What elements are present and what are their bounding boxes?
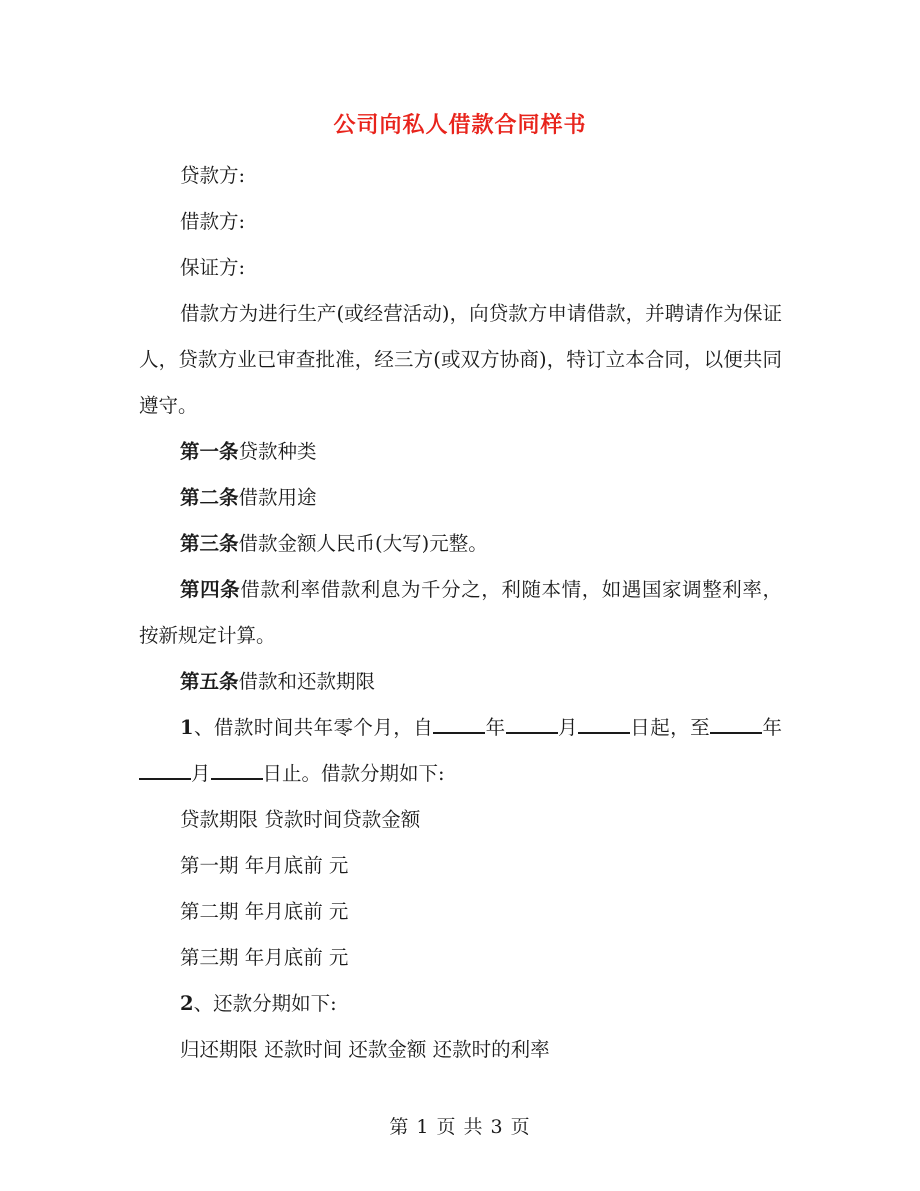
clause-number: 2 (180, 992, 194, 1015)
loan-table-row: 第三期 年月底前 元 (180, 946, 349, 969)
article-text: 借款金额人民币(大写)元整。 (238, 532, 488, 555)
blank-line (710, 714, 762, 734)
clause-text: 年 (762, 716, 782, 739)
guarantor-label: 保证方: (180, 256, 246, 279)
loan-table-row: 第二期 年月底前 元 (180, 900, 349, 923)
loan-table-header: 贷款期限 贷款时间贷款金额 (180, 808, 421, 831)
clause-text: 、还款分期如下: (193, 992, 337, 1015)
article-1 (139, 429, 782, 475)
article-text: 借款和还款期限 (238, 670, 376, 693)
article-heading: 第一条 (180, 440, 239, 463)
article-4 (139, 567, 782, 659)
clause-number: 1 (180, 716, 194, 739)
borrower-label: 借款方: (180, 210, 246, 233)
clause-text: 年 (485, 716, 506, 739)
blank-line (506, 714, 558, 734)
article-text: 借款用途 (238, 486, 317, 509)
article-3 (139, 521, 782, 567)
article-heading: 第三条 (180, 532, 239, 555)
article-text: 借款利率借款利息为千分之，利随本情，如遇国家调整利率，按新规定计算。 (139, 578, 782, 647)
clause-text: 月 (191, 762, 211, 785)
blank-line (211, 760, 263, 780)
article-heading: 第四条 (180, 578, 241, 601)
blank-line (578, 714, 630, 734)
clause-text: 月 (557, 716, 578, 739)
clause-text: 日起，至 (629, 716, 711, 739)
clause-text: 、借款时间共年零个月，自 (193, 716, 434, 739)
document-title: 公司向私人借款合同样书 (333, 112, 587, 138)
clause-text: 日止。借款分期如下: (262, 762, 445, 785)
document-body (139, 153, 782, 1073)
clause-2 (139, 981, 782, 1027)
repay-table-header: 归还期限 还款时间 还款金额 还款时的利率 (180, 1038, 550, 1061)
article-heading: 第五条 (180, 670, 239, 693)
article-2 (139, 475, 782, 521)
page-number: 第 1 页 共 3 页 (389, 1116, 531, 1138)
article-5 (139, 659, 782, 705)
blank-line (139, 760, 191, 780)
blank-line (433, 714, 485, 734)
lender-label: 贷款方: (180, 164, 246, 187)
intro-paragraph: 借款方为进行生产(或经营活动)，向贷款方申请借款，并聘请作为保证人，贷款方业已审查批准，经三方(或双方协商)，特订立本合同，以便共同遵守。 (139, 302, 782, 417)
article-heading: 第二条 (180, 486, 239, 509)
loan-table-row: 第一期 年月底前 元 (180, 854, 349, 877)
article-text: 贷款种类 (238, 440, 317, 463)
clause-1 (139, 705, 782, 797)
